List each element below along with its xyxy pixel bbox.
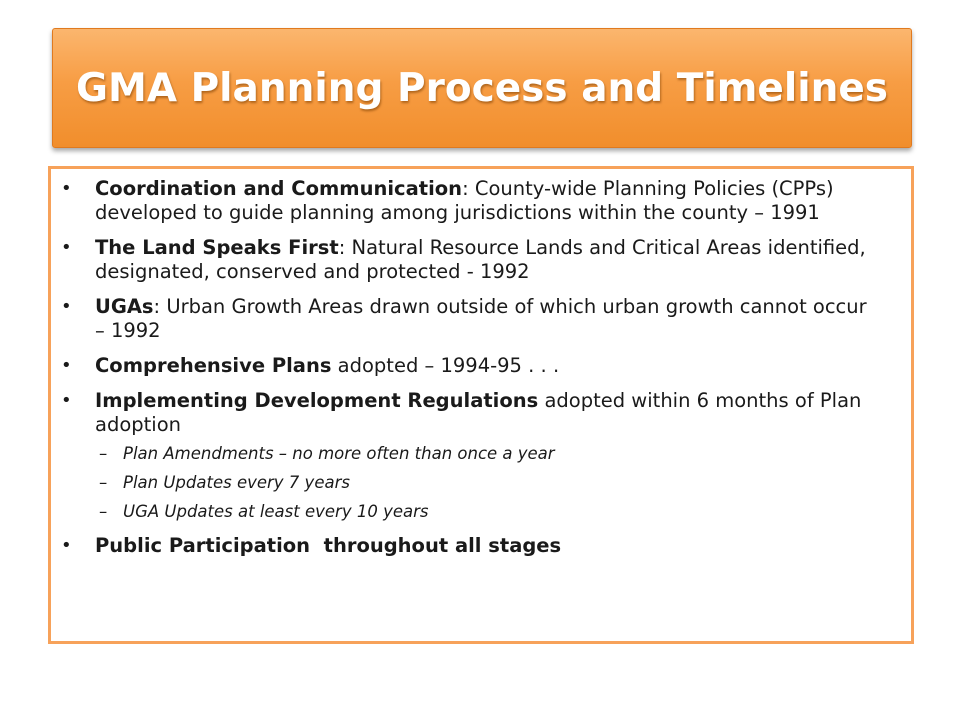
bullet-icon: • <box>61 535 72 556</box>
bullet-heading: Comprehensive Plans <box>95 354 332 377</box>
bullet-heading: UGAs <box>95 295 154 318</box>
bullet-text: adopted – 1994-95 . . . <box>331 354 560 377</box>
bullet-item-coordination <box>61 177 881 225</box>
bullet-item-comprehensive-plans <box>61 354 881 378</box>
bullet-icon: • <box>61 355 72 376</box>
sub-bullet-uga-updates <box>95 501 881 523</box>
bullet-heading: Implementing Development Regulations <box>95 389 539 412</box>
bullet-item-public-participation <box>61 534 881 558</box>
sub-bullet-plan-amendments <box>95 443 881 465</box>
bullet-item-development-regulations <box>61 389 881 523</box>
bullet-list <box>61 177 881 558</box>
bullet-icon: • <box>61 390 72 411</box>
sub-bullet-text: UGA Updates at least every 10 years <box>123 502 429 521</box>
bullet-text: adopted within 6 months of Plan adoption <box>95 389 862 436</box>
bullet-heading: Public Participation throughout all stages <box>95 534 562 557</box>
content-box <box>48 166 914 644</box>
bullet-item-land-speaks-first <box>61 236 881 284</box>
dash-icon: – <box>99 444 108 463</box>
bullet-icon: • <box>61 178 72 199</box>
dash-icon: – <box>99 502 108 521</box>
sub-bullet-plan-updates <box>95 472 881 494</box>
bullet-heading: The Land Speaks First <box>95 236 339 259</box>
sub-bullet-list <box>95 443 881 523</box>
bullet-icon: • <box>61 296 72 317</box>
bullet-text: : Urban Growth Areas drawn outside of which urban growth cannot occur – 1992 <box>95 295 867 342</box>
bullet-item-ugas <box>61 295 881 343</box>
bullet-icon: • <box>61 237 72 258</box>
sub-bullet-text: Plan Updates every 7 years <box>123 473 350 492</box>
slide-title: GMA Planning Process and Timelines <box>76 65 888 111</box>
sub-bullet-text: Plan Amendments – no more often than once a year <box>123 444 555 463</box>
bullet-heading: Coordination and Communication <box>95 177 463 200</box>
bullet-text: : County-wide Planning Policies (CPPs) developed to guide planning among jurisdictions within the county – 1991 <box>95 177 834 224</box>
title-banner <box>52 28 912 148</box>
bullet-text: : Natural Resource Lands and Critical Areas identified, designated, conserved and protected - 1992 <box>95 236 866 283</box>
dash-icon: – <box>99 473 108 492</box>
